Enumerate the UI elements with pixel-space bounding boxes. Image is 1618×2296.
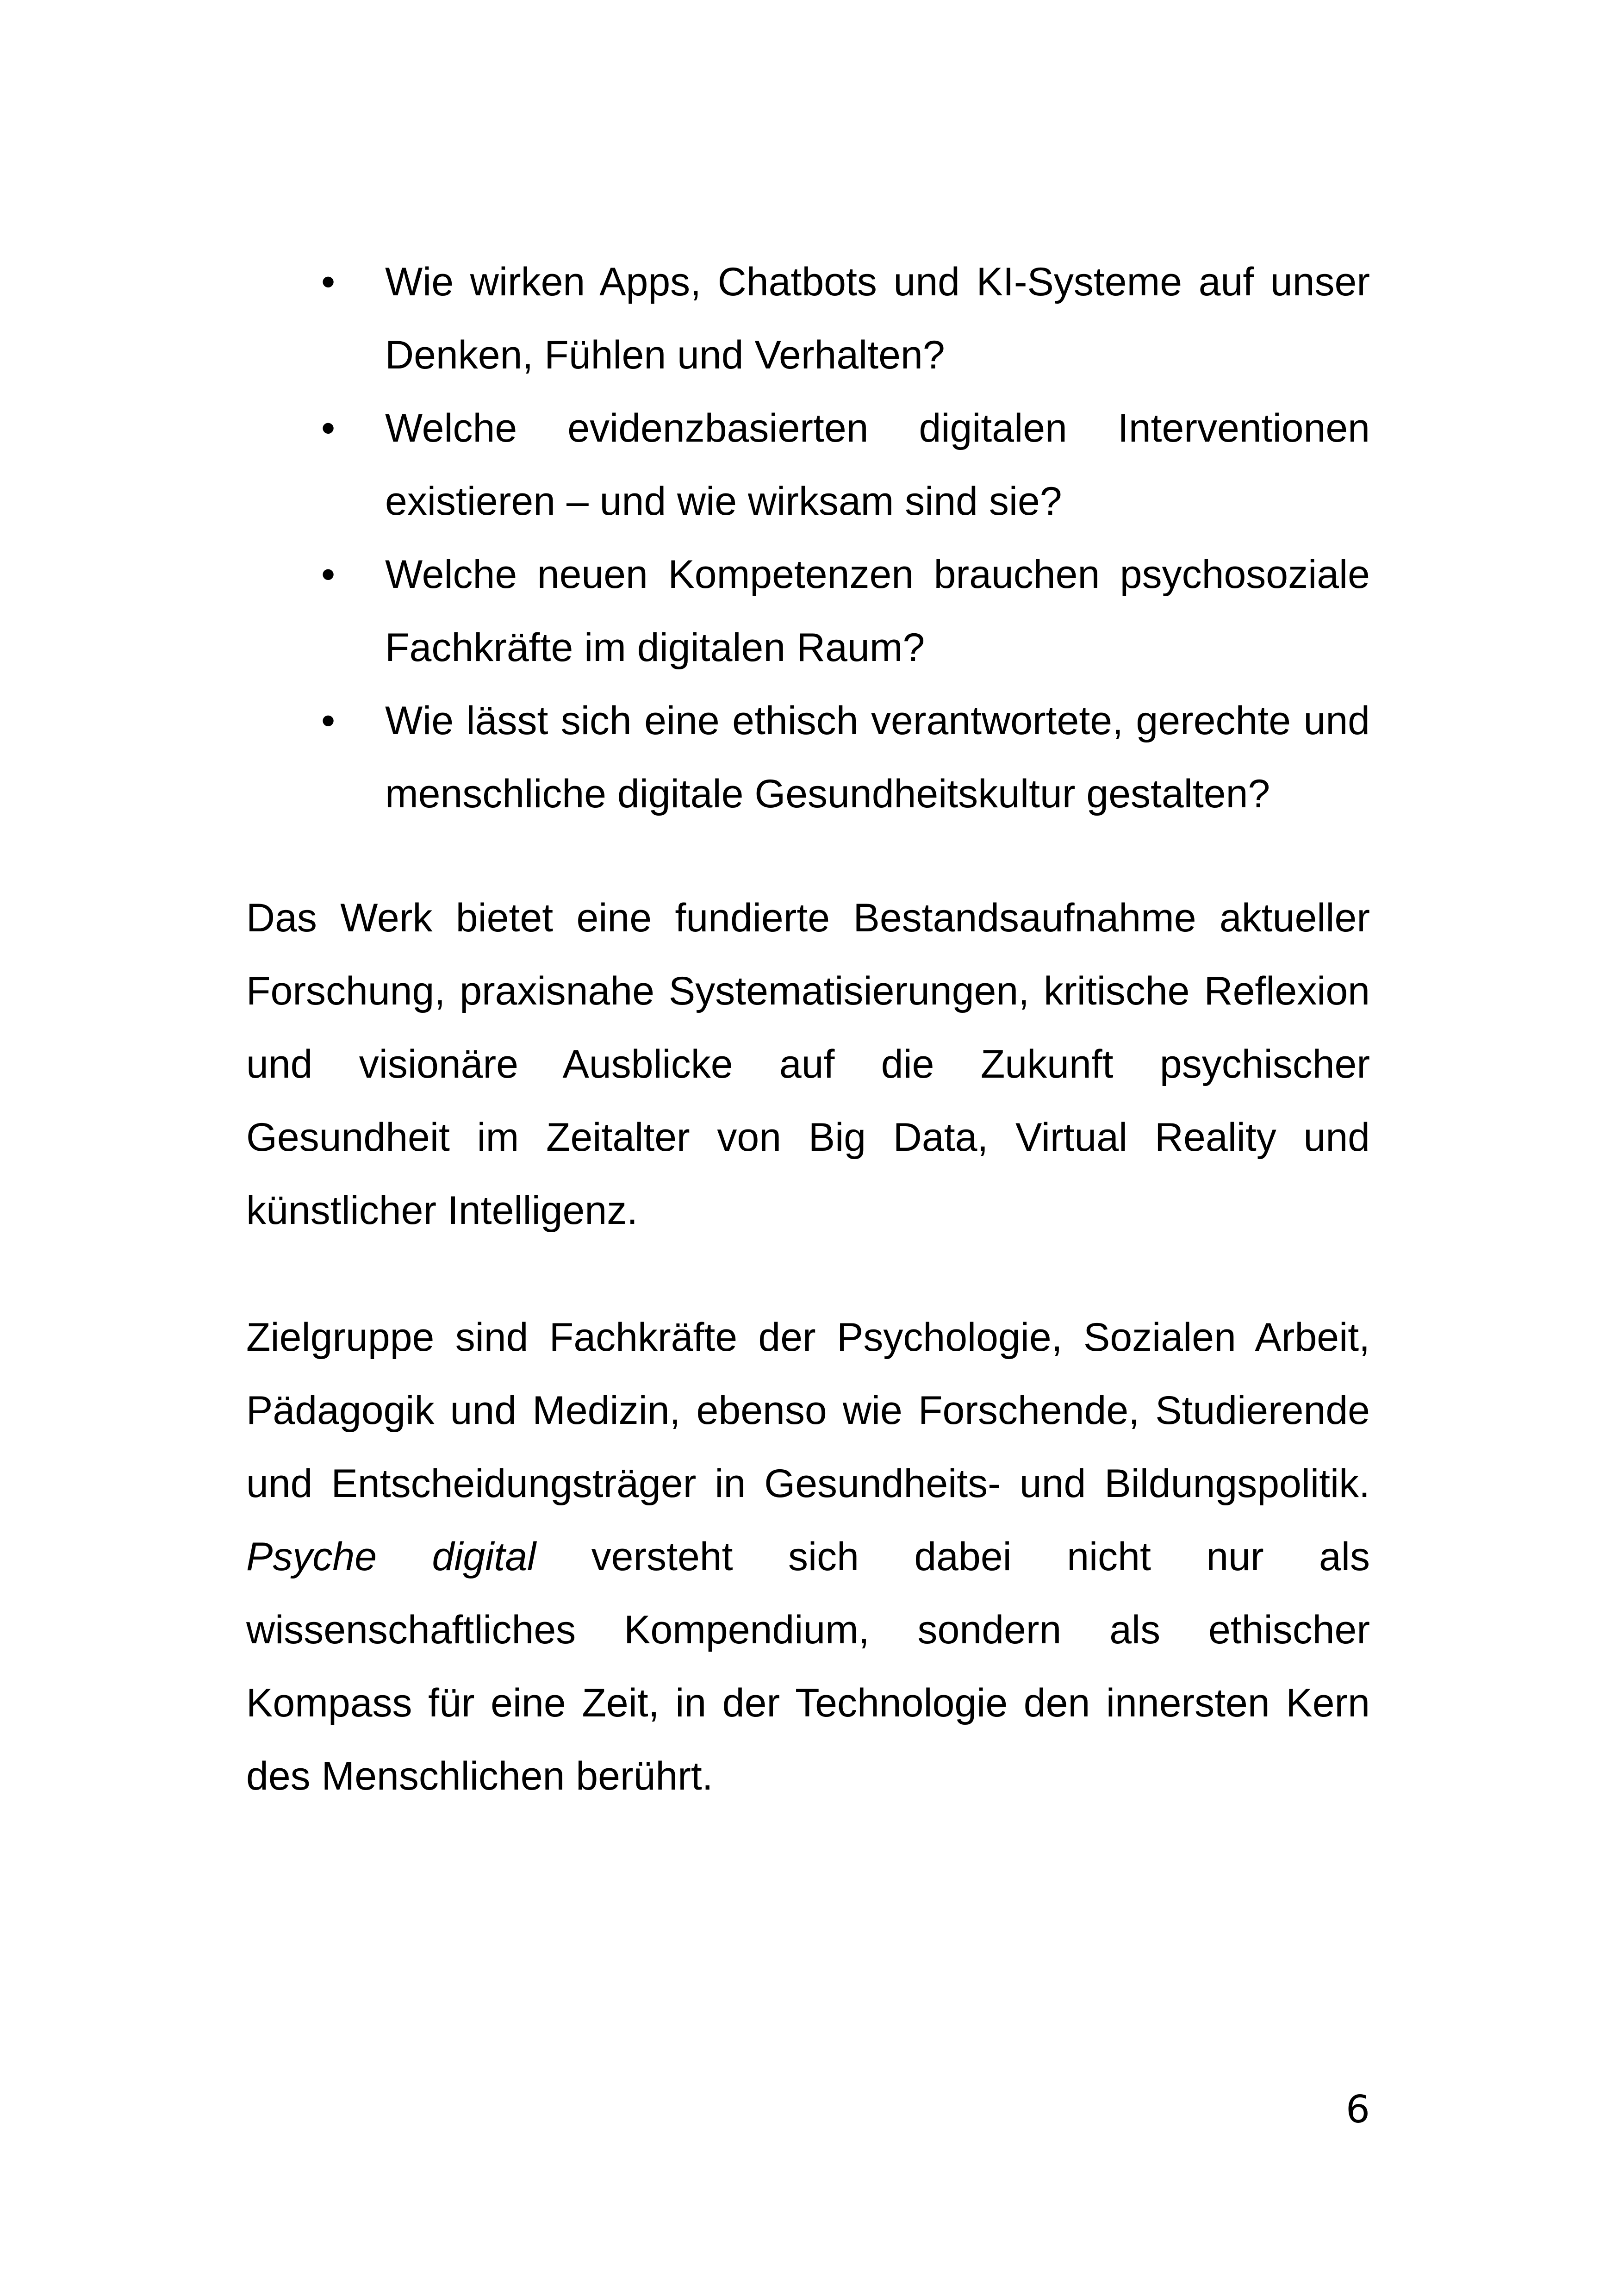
bullet-icon: • [321,699,336,743]
question-list [246,245,1370,830]
list-item [246,392,1370,538]
list-item-text: Wie lässt sich eine ethisch verantwortete, gerechte und menschliche digitale Gesundheitskultur gestalten? [385,699,1370,816]
list-item-text: Welche evidenzbasierten digitalen Interventionen existieren – und wie wirksam sind sie? [385,406,1370,524]
paragraph-text: versteht sich dabei nicht nur als wissenschaftliches Kompendium, sondern als ethischer Kompass für eine Zeit, in der Technologie den innersten Kern des Menschlichen berührt. [246,1535,1370,1798]
list-item [246,245,1370,392]
list-item [246,684,1370,830]
bullet-icon: • [321,260,336,304]
paragraph-text: Zielgruppe sind Fachkräfte der Psychologie, Sozialen Arbeit, Pädagogik und Medizin, ebenso wie Forschende, Studierende und Entscheidungsträger in Gesundheits- und Bildungspolitik. [246,1315,1370,1506]
page-content [246,245,1370,1813]
bullet-icon: • [321,552,336,597]
list-item-text: Wie wirken Apps, Chatbots und KI-Systeme auf unser Denken, Fühlen und Verhalten? [385,260,1370,377]
paragraph-target-group [246,1301,1370,1813]
bullet-icon: • [321,406,336,450]
book-title: Psyche digital [246,1535,536,1579]
page-number: 6 [1345,2088,1370,2132]
list-item [246,538,1370,684]
paragraph-overview: Das Werk bietet eine fundierte Bestandsaufnahme aktueller Forschung, praxisnahe Systematisierungen, kritische Reflexion und visionäre Ausblicke auf die Zukunft psychischer Gesundheit im Zeitalter von Big Data, Virtual Reality und künstlicher Intelligenz. [246,896,1370,1233]
list-item-text: Welche neuen Kompetenzen brauchen psychosoziale Fachkräfte im digitalen Raum? [385,552,1370,670]
